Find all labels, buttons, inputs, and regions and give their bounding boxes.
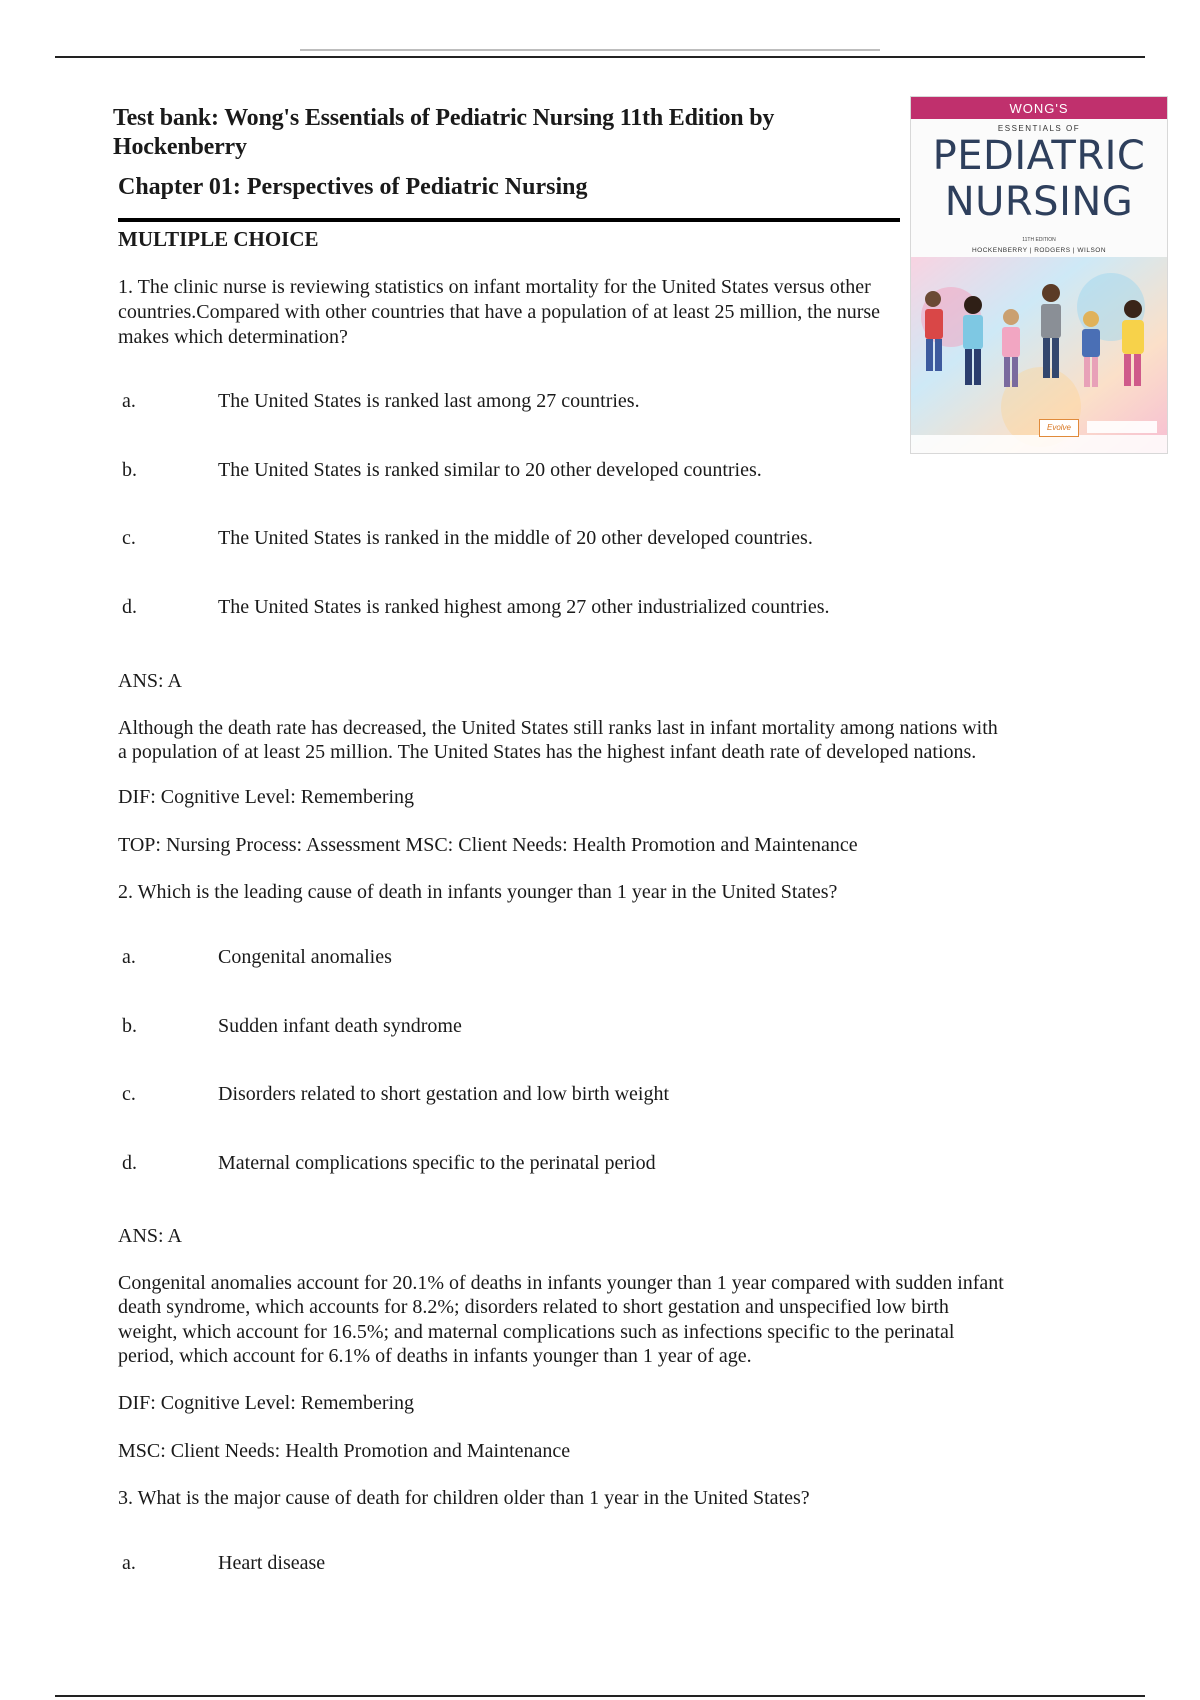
difficulty-line: DIF: Cognitive Level: Remembering <box>118 786 415 808</box>
header-rule <box>55 56 1145 58</box>
cover-edition: 11TH EDITION <box>1022 237 1056 243</box>
book-cover <box>910 96 1168 454</box>
option-letter: c. <box>122 1083 136 1105</box>
footer-rule <box>55 1695 1145 1697</box>
option-letter: d. <box>122 596 137 618</box>
option-text: The United States is ranked last among 27 countries. <box>218 390 640 412</box>
rationale-line: period, which account for 6.1% of deaths in infants younger than 1 year of age. <box>118 1345 752 1367</box>
rationale-line: a population of at least 25 million. The United States has the highest infant death rate of developed nations. <box>118 741 977 763</box>
option-text: The United States is ranked highest among 27 other industrialized countries. <box>218 596 830 618</box>
topic-line: TOP: Nursing Process: Assessment MSC: Client Needs: Health Promotion and Maintenance <box>118 834 858 856</box>
cover-brand: WONG'S <box>1009 101 1069 116</box>
option-text: Congenital anomalies <box>218 946 392 968</box>
difficulty-line: DIF: Cognitive Level: Remembering <box>118 1392 415 1414</box>
option-text: Sudden infant death syndrome <box>218 1015 462 1037</box>
answer-key: ANS: A <box>118 1225 182 1247</box>
rationale-line: Congenital anomalies account for 20.1% of deaths in infants younger than 1 year compared with sudden infant <box>118 1272 1004 1294</box>
option-letter: a. <box>122 1552 136 1574</box>
chapter-divider <box>118 218 900 222</box>
option-text: Maternal complications specific to the perinatal period <box>218 1152 656 1174</box>
msc-line: MSC: Client Needs: Health Promotion and Maintenance <box>118 1440 571 1462</box>
question-stem: 3. What is the major cause of death for children older than 1 year in the United States? <box>118 1487 810 1509</box>
cover-evolve-logo: Evolve <box>1039 419 1079 437</box>
option-text: The United States is ranked in the middle of 20 other developed countries. <box>218 527 813 549</box>
option-text: Disorders related to short gestation and low birth weight <box>218 1083 670 1105</box>
option-text: The United States is ranked similar to 20 other developed countries. <box>218 459 762 481</box>
header-faint-rule <box>300 49 880 51</box>
cover-title-line2: NURSING <box>944 179 1134 225</box>
question-stem: 1. The clinic nurse is reviewing statistics on infant mortality for the United States versus other countries.Compared with other countries that have a population of at least 25 million, the nurse makes which determination? <box>118 276 881 348</box>
option-text: Heart disease <box>218 1552 326 1574</box>
rationale-line: Although the death rate has decreased, the United States still ranks last in infant mortality among nations with <box>118 717 998 739</box>
question-stem: 2. Which is the leading cause of death in infants younger than 1 year in the United States? <box>118 881 838 903</box>
option-letter: d. <box>122 1152 137 1174</box>
option-letter: c. <box>122 527 136 549</box>
rationale-line: death syndrome, which accounts for 8.2%; disorders related to short gestation and unspecified low birth <box>118 1296 949 1318</box>
section-heading: MULTIPLE CHOICE <box>118 227 319 251</box>
option-letter: b. <box>122 1015 137 1037</box>
option-letter: b. <box>122 459 137 481</box>
rationale-line: weight, which account for 16.5%; and maternal complications such as infections specific to the perinatal <box>118 1321 955 1343</box>
cover-title-line1: PEDIATRIC <box>932 133 1146 179</box>
option-letter: a. <box>122 390 136 412</box>
cover-authors: HOCKENBERRY | RODGERS | WILSON <box>971 247 1107 254</box>
answer-key: ANS: A <box>118 670 182 692</box>
chapter-heading: Chapter 01: Perspectives of Pediatric Nursing <box>118 174 588 200</box>
option-letter: a. <box>122 946 136 968</box>
cover-subtitle: ESSENTIALS OF <box>997 124 1081 133</box>
document-title: Test bank: Wong's Essentials of Pediatric Nursing 11th Edition by Hockenberry <box>113 105 775 160</box>
